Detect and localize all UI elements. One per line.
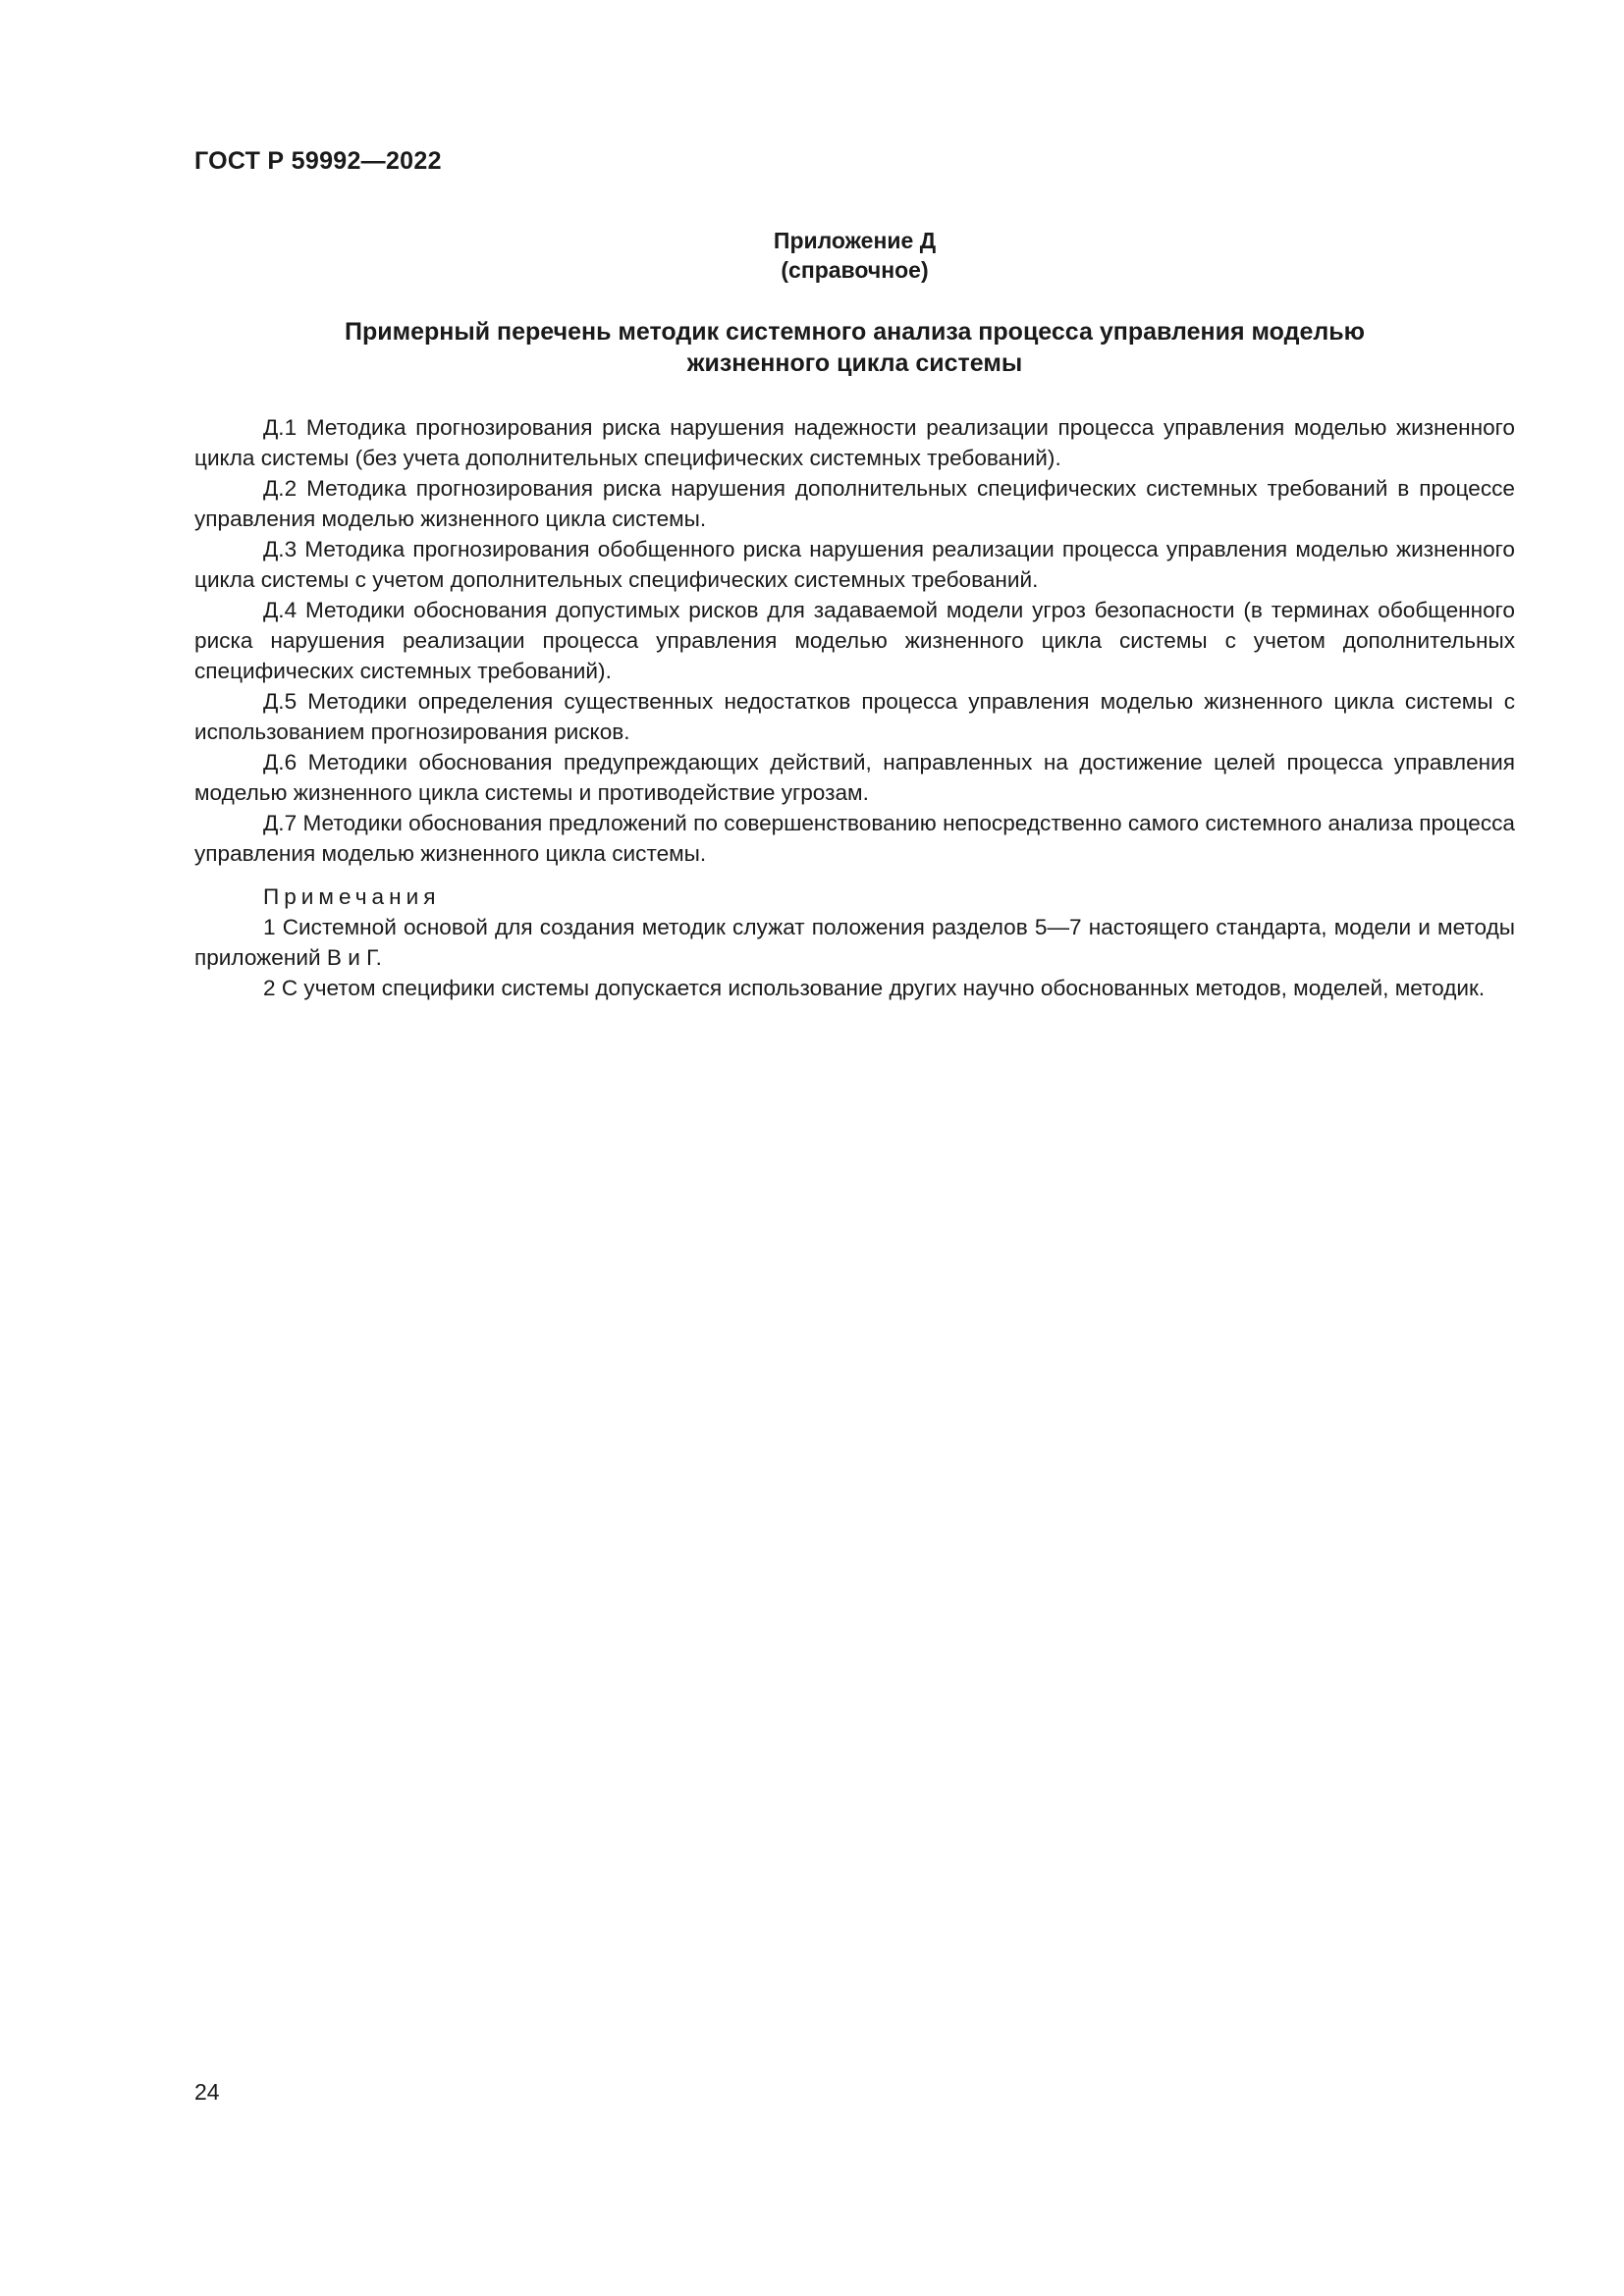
note-item: 1 Системной основой для создания методик служат положения разделов 5—7 настоящего стандарта, модели и методы приложений В и Г.: [194, 915, 1515, 970]
appendix-title-line-2: жизненного цикла системы: [686, 349, 1023, 377]
list-item: Д.5 Методики определения существенных недостатков процесса управления моделью жизненного цикла системы с использованием прогнозирования рисков.: [194, 689, 1515, 744]
document-body: [194, 412, 1515, 1003]
note-item: 2 С учетом специфики системы допускается использование других научно обоснованных методов, моделей, методик.: [263, 976, 1486, 1000]
appendix-status: (справочное): [781, 257, 929, 283]
list-item: Д.7 Методики обоснования предложений по совершенствованию непосредственно самого системного анализа процесса управления моделью жизненного цикла системы.: [194, 811, 1515, 866]
appendix-label: Приложение Д: [773, 228, 937, 253]
page-number: 24: [194, 2079, 220, 2105]
notes-title: Примечания: [263, 884, 441, 909]
notes-section: [194, 881, 1515, 1003]
document-code: ГОСТ Р 59992—2022: [194, 147, 442, 175]
appendix-title: [194, 316, 1515, 379]
appendix-title-line-1: Примерный перечень методик системного анализа процесса управления моделью: [344, 318, 1365, 346]
list-item: Д.3 Методика прогнозирования обобщенного риска нарушения реализации процесса управления моделью жизненного цикла системы с учетом дополнительных специфических системных требований.: [194, 537, 1515, 592]
list-item: Д.1 Методика прогнозирования риска нарушения надежности реализации процесса управления моделью жизненного цикла системы (без учета дополнительных специфических системных требований).: [194, 415, 1515, 470]
list-item: Д.2 Методика прогнозирования риска нарушения дополнительных специфических системных требований в процессе управления моделью жизненного цикла системы.: [194, 476, 1515, 531]
list-item: Д.6 Методики обоснования предупреждающих действий, направленных на достижение целей процесса управления моделью жизненного цикла системы и противодействие угрозам.: [194, 750, 1515, 805]
list-item: Д.4 Методики обоснования допустимых рисков для задаваемой модели угроз безопасности (в терминах обобщенного риска нарушения реализации процесса управления моделью жизненного цикла системы с учетом дополнительных специфических системных требований).: [194, 598, 1515, 683]
